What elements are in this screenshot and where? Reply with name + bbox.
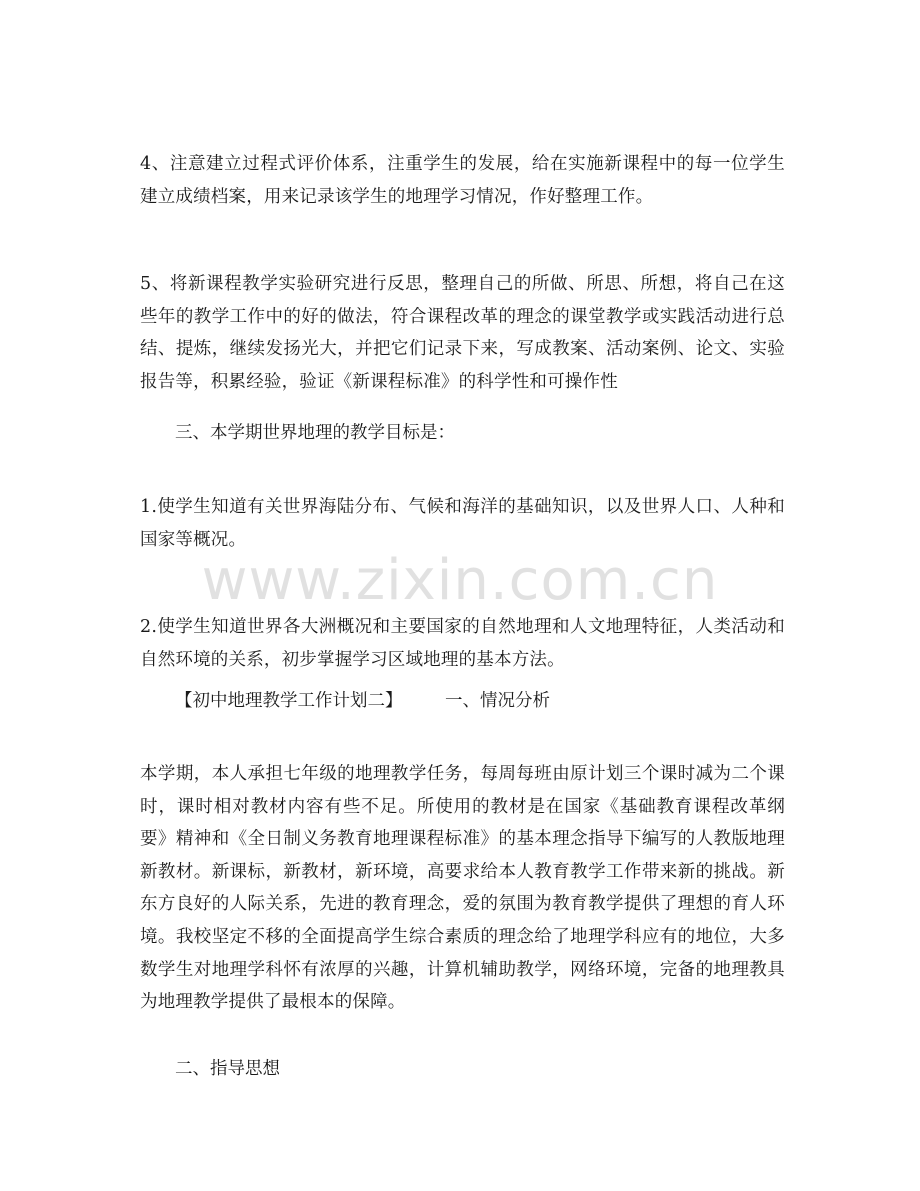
section-heading-situation: 一、情况分析 <box>445 691 550 711</box>
plan-two-title: 【初中地理教学工作计划二】 <box>175 691 403 711</box>
section-heading-goals: 三、本学期世界地理的教学目标是： <box>175 423 455 443</box>
paragraph-item-5: 5、将新课程教学实验研究进行反思，整理自己的所做、所思、所想，将自己在这些年的教学工作中的好的做法，符合课程改革的理念的课堂教学或实践活动进行总结、提炼，继续发扬光大，并把它们记录下来，写成教案、活动案例、论文、实验报告等，积累经验，验证《新课程标准》的科学性和可操作性 <box>140 274 785 392</box>
goal-item-2: 2.使学生知道世界各大洲概况和主要国家的自然地理和人文地理特征，人类活动和自然环境的关系，初步掌握学习区域地理的基本方法。 <box>140 617 785 670</box>
paragraph-item-4: 4、注意建立过程式评价体系，注重学生的发展，给在实施新课程中的每一位学生建立成绩档案，用来记录该学生的地理学习情况，作好整理工作。 <box>140 154 785 207</box>
section-heading-guiding: 二、指导思想 <box>175 1059 280 1079</box>
situation-analysis-paragraph: 本学期，本人承担七年级的地理教学任务，每周每班由原计划三个课时减为二个课时，课时相对教材内容有些不足。所使用的教材是在国家《基础教育课程改革纲要》精神和《全日制义务教育地理课程标准》的基本理念指导下编写的人教版地理新教材。新课标，新教材，新环境，高要求给本人教育教学工作带来新的挑战。新东方良好的人际关系，先进的教育理念，爱的氛围为教育教学提供了理想的育人环境。我校坚定不移的全面提高学生综合素质的理念给了地理学科应有的地位，大多数学生对地理学科怀有浓厚的兴趣，计算机辅助教学，网络环境，完备的地理教具为地理教学提供了最根本的保障。 <box>140 764 785 1013</box>
goal-item-1: 1.使学生知道有关世界海陆分布、气候和海洋的基础知识，以及世界人口、人种和国家等概况。 <box>140 497 785 550</box>
watermark-text: www.zixin.com.cn <box>201 548 719 613</box>
